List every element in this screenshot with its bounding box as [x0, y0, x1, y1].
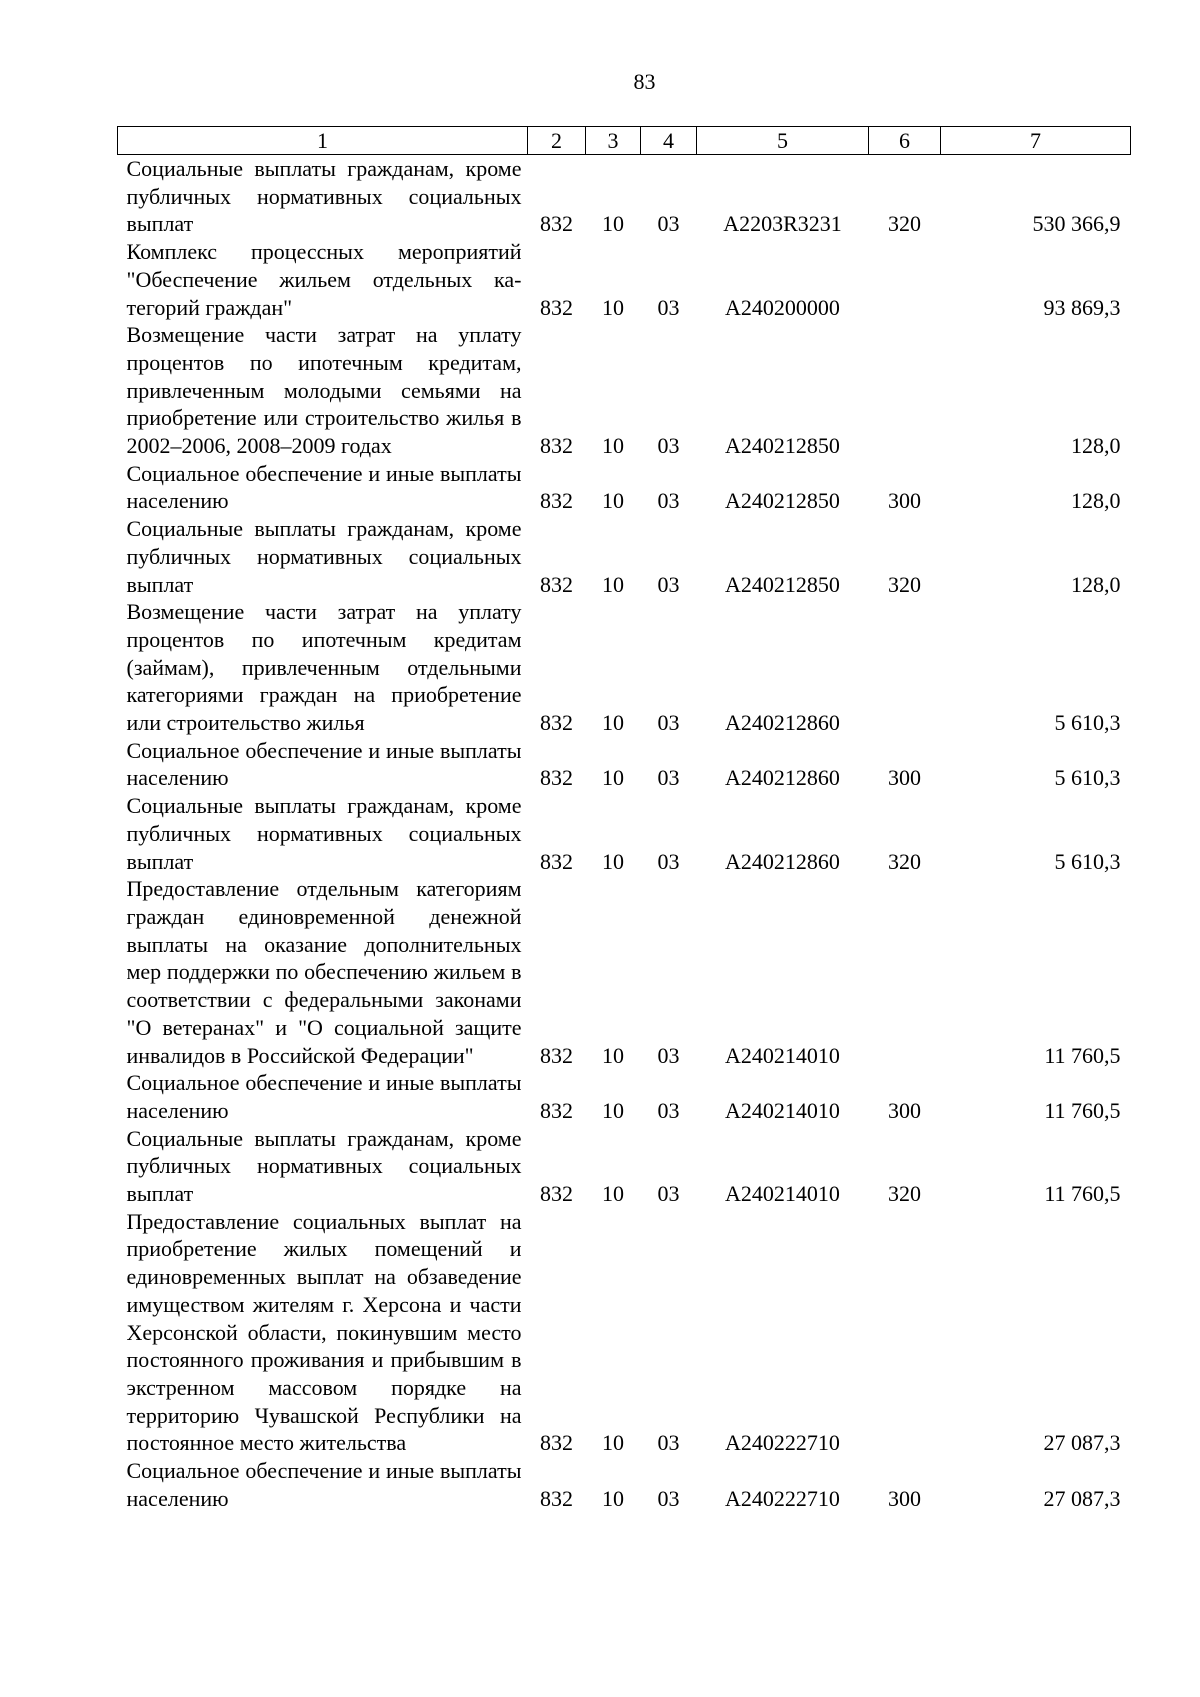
section-cell: 10: [602, 1097, 624, 1123]
subsection-cell: 03: [657, 1042, 680, 1068]
table-row: [118, 1457, 1131, 1512]
table-row: [118, 155, 1131, 239]
target-article-cell: А240214010: [725, 1097, 840, 1123]
target-article-cell: А240212860: [725, 710, 840, 736]
name-cell: Социальное обеспечение и иные выплаты населению: [126, 460, 522, 514]
subsection-cell: 03: [657, 294, 680, 320]
amount-cell: 530 366,9: [1032, 211, 1121, 237]
administrator-code-cell: 832: [540, 1042, 573, 1068]
section-cell: 10: [602, 710, 624, 736]
name-cell: Социальное обеспечение и иные выплаты населению: [126, 1458, 522, 1511]
amount-cell: 27 087,3: [1043, 1430, 1121, 1456]
amount-cell: 93 869,3: [1043, 294, 1121, 320]
table-row: [118, 1208, 1131, 1457]
amount-cell: 5 610,3: [1054, 848, 1121, 874]
table-header: [118, 127, 1131, 155]
amount-cell: 11 760,5: [1044, 1097, 1121, 1123]
budget-table: [117, 126, 1131, 1512]
column-header-2: 2: [528, 127, 586, 155]
section-cell: 10: [602, 1181, 624, 1207]
table-row: [118, 875, 1131, 1069]
section-cell: 10: [602, 211, 624, 237]
administrator-code-cell: 832: [540, 488, 573, 514]
administrator-code-cell: 832: [540, 710, 573, 736]
expense-type-cell: 320: [888, 211, 921, 237]
expense-type-cell: 320: [888, 1181, 921, 1207]
name-cell: Предоставление отдельным категориям граждан единовременной денежной выплаты на оказание дополнительных мер поддержки по обеспечению жильем в соответствии с федеральными законами "О ветеранах" и "О социальной защите инвалидов в Российской Федерации": [126, 876, 522, 1068]
expense-type-cell: 300: [888, 1485, 921, 1511]
subsection-cell: 03: [657, 571, 680, 597]
subsection-cell: 03: [657, 211, 680, 237]
subsection-cell: 03: [657, 710, 680, 736]
target-article-cell: А240214010: [725, 1042, 840, 1068]
name-cell: Социальное обеспечение и иные выплаты населению: [126, 1070, 522, 1123]
expense-type-cell: [869, 1208, 941, 1457]
administrator-code-cell: 832: [540, 765, 573, 791]
amount-cell: 128,0: [1071, 488, 1121, 514]
section-cell: 10: [602, 294, 624, 320]
administrator-code-cell: 832: [540, 1485, 573, 1511]
amount-cell: 128,0: [1071, 571, 1121, 597]
target-article-cell: А2203R3231: [723, 211, 842, 237]
amount-cell: 27 087,3: [1043, 1485, 1121, 1511]
subsection-cell: 03: [657, 1430, 680, 1456]
amount-cell: 11 760,5: [1044, 1181, 1121, 1207]
header-row: [118, 127, 1131, 155]
target-article-cell: А240212850: [725, 571, 840, 597]
section-cell: 10: [602, 433, 624, 459]
name-cell: Возмещение части затрат на уплату процентов по ипотечным кредитам, привлеченным молодыми семьями на приобретение или строительство жилья в 2002–2006, 2008–2009 годах: [126, 322, 522, 459]
expense-type-cell: [869, 875, 941, 1069]
column-header-5: 5: [697, 127, 869, 155]
target-article-cell: А240212850: [725, 488, 840, 514]
subsection-cell: 03: [657, 1181, 680, 1207]
administrator-code-cell: 832: [540, 848, 573, 874]
expense-type-cell: [869, 321, 941, 460]
expense-type-cell: 300: [888, 488, 921, 514]
expense-type-cell: [869, 238, 941, 321]
table-row: [118, 460, 1131, 515]
column-header-4: 4: [641, 127, 697, 155]
administrator-code-cell: 832: [540, 433, 573, 459]
section-cell: 10: [602, 488, 624, 514]
administrator-code-cell: 832: [540, 294, 573, 320]
expense-type-cell: 320: [888, 571, 921, 597]
target-article-cell: А240212860: [725, 765, 840, 791]
amount-cell: 128,0: [1071, 433, 1121, 459]
name-cell: Предоставление социальных выплат на приобретение жилых помещений и единовременных выплат на обзаведение имуществом жителям г. Херсона и части Херсонской области, покинувшим место постоянного проживания и прибывшим в экстренном массовом порядке на территорию Чувашской Республики на постоянное место жительства: [126, 1208, 522, 1456]
section-cell: 10: [602, 1485, 624, 1511]
column-header-1: 1: [118, 127, 528, 155]
expense-type-cell: 300: [888, 765, 921, 791]
page-number: 83: [633, 69, 656, 94]
target-article-cell: А240214010: [725, 1181, 840, 1207]
table-row: [118, 598, 1131, 737]
administrator-code-cell: 832: [540, 211, 573, 237]
subsection-cell: 03: [657, 1485, 680, 1511]
section-cell: 10: [602, 765, 624, 791]
expense-type-cell: 320: [888, 848, 921, 874]
name-cell: Возмещение части затрат на уплату процентов по ипотечным кредитам (займам), привлеченным отдельными категориями граждан на приобретение или строительство жилья: [126, 599, 522, 736]
amount-cell: 5 610,3: [1054, 765, 1121, 791]
section-cell: 10: [602, 571, 624, 597]
administrator-code-cell: 832: [540, 1097, 573, 1123]
name-cell: Социальные выплаты гражданам, кроме публичных нормативных социальных выплат: [126, 793, 522, 874]
name-cell: Социальные выплаты гражданам, кроме публичных нормативных социальных выплат: [126, 1125, 522, 1207]
column-header-7: 7: [941, 127, 1131, 155]
administrator-code-cell: 832: [540, 1181, 573, 1207]
administrator-code-cell: 832: [540, 1430, 573, 1456]
target-article-cell: А240212850: [725, 433, 840, 459]
amount-cell: 11 760,5: [1044, 1042, 1121, 1068]
name-cell: Социальные выплаты гражданам, кроме публичных нормативных социальных выплат: [126, 156, 522, 237]
column-header-6: 6: [869, 127, 941, 155]
expense-type-cell: 300: [888, 1097, 921, 1123]
target-article-cell: А240200000: [725, 294, 840, 320]
subsection-cell: 03: [657, 848, 680, 874]
table-row: [118, 1125, 1131, 1208]
section-cell: 10: [602, 1042, 624, 1068]
administrator-code-cell: 832: [540, 571, 573, 597]
column-header-3: 3: [586, 127, 641, 155]
subsection-cell: 03: [657, 1097, 680, 1123]
table-row: [118, 515, 1131, 598]
table-row: [118, 792, 1131, 875]
table-row: [118, 737, 1131, 792]
section-cell: 10: [602, 1430, 624, 1456]
table-body: [118, 155, 1131, 1513]
subsection-cell: 03: [657, 433, 680, 459]
section-cell: 10: [602, 848, 624, 874]
subsection-cell: 03: [657, 765, 680, 791]
name-cell: Социальное обеспечение и иные выплаты населению: [126, 737, 522, 791]
amount-cell: 5 610,3: [1054, 710, 1121, 736]
target-article-cell: А240222710: [725, 1485, 840, 1511]
name-cell: Комплекс процессных мероприятий "Обеспечение жильем отдельных категорий граждан": [126, 239, 522, 320]
subsection-cell: 03: [657, 488, 680, 514]
name-cell: Социальные выплаты гражданам, кроме публичных нормативных социальных выплат: [126, 516, 522, 597]
table-row: [118, 238, 1131, 321]
target-article-cell: А240212860: [725, 848, 840, 874]
target-article-cell: А240222710: [725, 1430, 840, 1456]
expense-type-cell: [869, 598, 941, 737]
table-row: [118, 321, 1131, 460]
table-row: [118, 1069, 1131, 1124]
